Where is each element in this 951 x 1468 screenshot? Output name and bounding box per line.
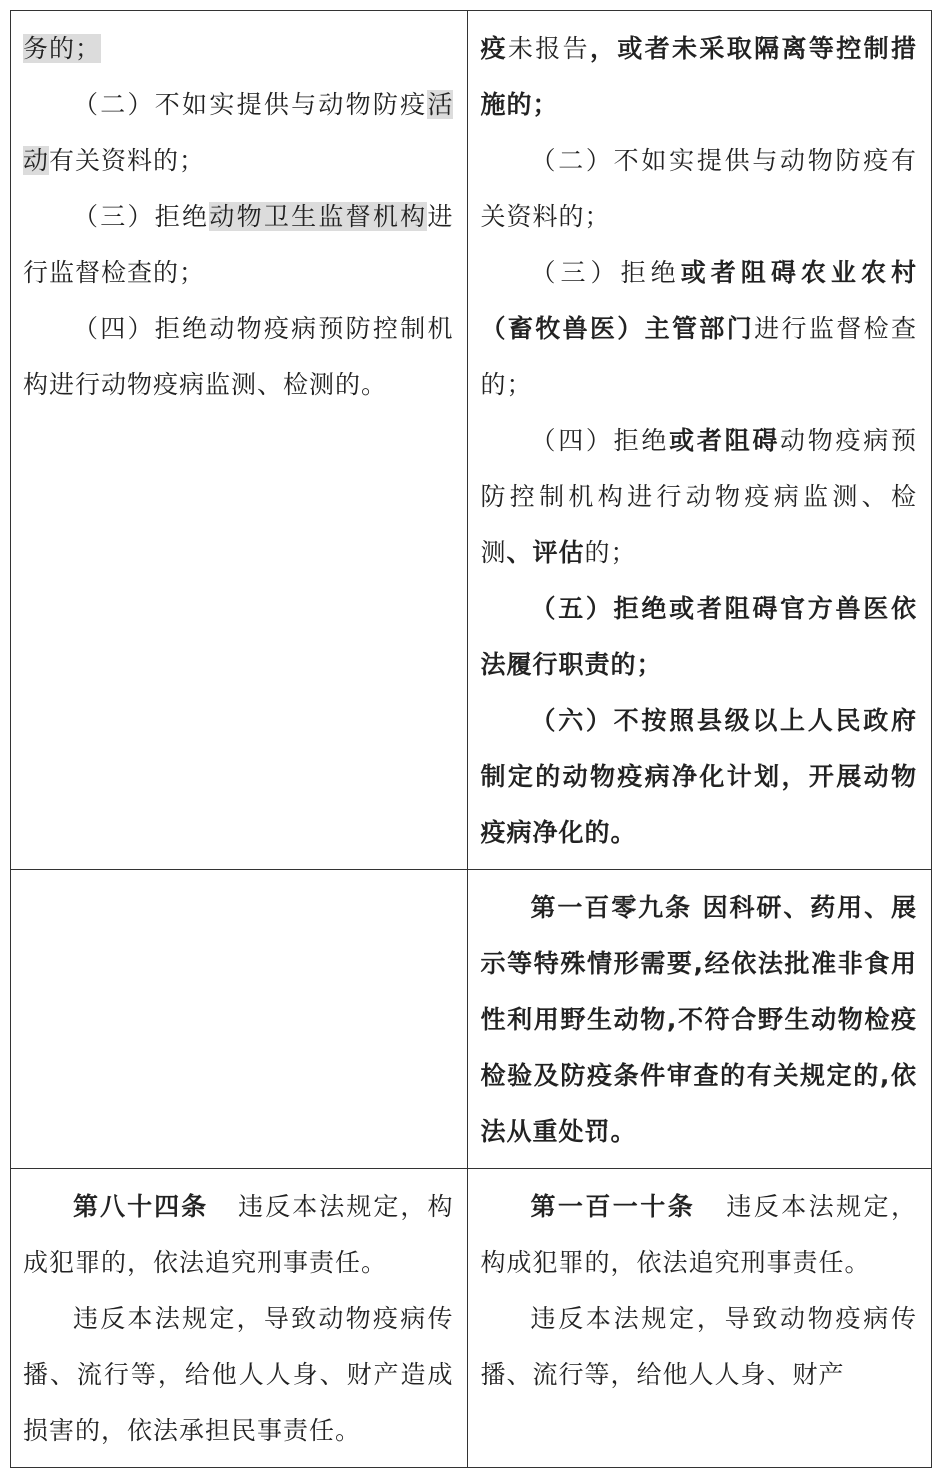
paragraph: 违反本法规定，导致动物疫病传播、流行等，给他人人身、财产造成损害的，依法承担民事责任。 xyxy=(23,1304,454,1445)
paragraph xyxy=(23,21,453,77)
text: 违反本法规定，构成犯罪的，依法追究刑事责任。 xyxy=(23,1192,454,1277)
paragraph xyxy=(480,245,917,413)
text: （三）拒绝 xyxy=(530,258,681,287)
paragraph xyxy=(23,189,453,301)
text: （三）拒绝 xyxy=(73,202,210,231)
bold-text: 或者阻碍 xyxy=(669,426,781,455)
text: 有关资料的； xyxy=(49,146,206,175)
paragraph: （六）不按照县级以上人民政府制定的动物疫病净化计划，开展动物疫病净化的。 xyxy=(480,706,917,847)
highlighted-text: 活动 xyxy=(23,90,454,175)
bold-text: 疫 xyxy=(480,34,508,63)
paragraph xyxy=(23,1179,453,1291)
article-number: 第一百一十条 xyxy=(530,1192,696,1221)
old-law-cell xyxy=(11,11,468,870)
bold-text: ，或者未采取隔离等控制措施的； xyxy=(480,34,917,119)
bold-text: 或者阻碍农业农村（畜牧兽医）主管部门 xyxy=(480,258,917,343)
table-row xyxy=(11,11,932,870)
paragraph: （五）拒绝或者阻碍官方兽医依法履行职责的； xyxy=(480,594,917,679)
new-law-cell xyxy=(468,870,932,1169)
highlighted-text: 动物卫生监督机构 xyxy=(209,202,428,231)
text: 违反本法规定，构成犯罪的，依法追究刑事责任。 xyxy=(480,1192,917,1277)
text: 进行监督检查的； xyxy=(480,314,917,399)
bold-text: 、评估 xyxy=(506,538,585,567)
old-law-cell xyxy=(11,870,468,1169)
article-number: 第八十四条 xyxy=(73,1192,209,1221)
table-row xyxy=(11,870,932,1169)
text: 进行监督检查的； xyxy=(23,202,454,287)
text: （四）拒绝 xyxy=(530,426,670,455)
paragraph xyxy=(480,1179,917,1291)
paragraph xyxy=(480,21,917,133)
paragraph xyxy=(480,413,917,581)
paragraph: 第一百零九条 因科研、药用、展示等特殊情形需要,经依法批准非食用性利用野生动物,不符合野生动物检疫检验及防疫条件审查的有关规定的,依法从重处罚。 xyxy=(480,893,917,1146)
text: 动物疫病预防控制机构进行动物疫病监测、检测 xyxy=(480,426,917,567)
new-law-cell xyxy=(468,11,932,870)
paragraph xyxy=(23,77,453,189)
paragraph: （四）拒绝动物疫病预防控制机构进行动物疫病监测、检测的。 xyxy=(23,314,454,399)
text: 未报告 xyxy=(507,34,590,63)
text: 的； xyxy=(584,538,637,567)
highlighted-text: 务的； xyxy=(23,34,102,63)
comparison-table xyxy=(10,10,932,1468)
paragraph: 违反本法规定，导致动物疫病传播、流行等，给他人人身、财产 xyxy=(480,1304,917,1389)
text: （二）不如实提供与动物防疫 xyxy=(73,90,428,119)
paragraph: （二）不如实提供与动物防疫有关资料的； xyxy=(480,146,917,231)
